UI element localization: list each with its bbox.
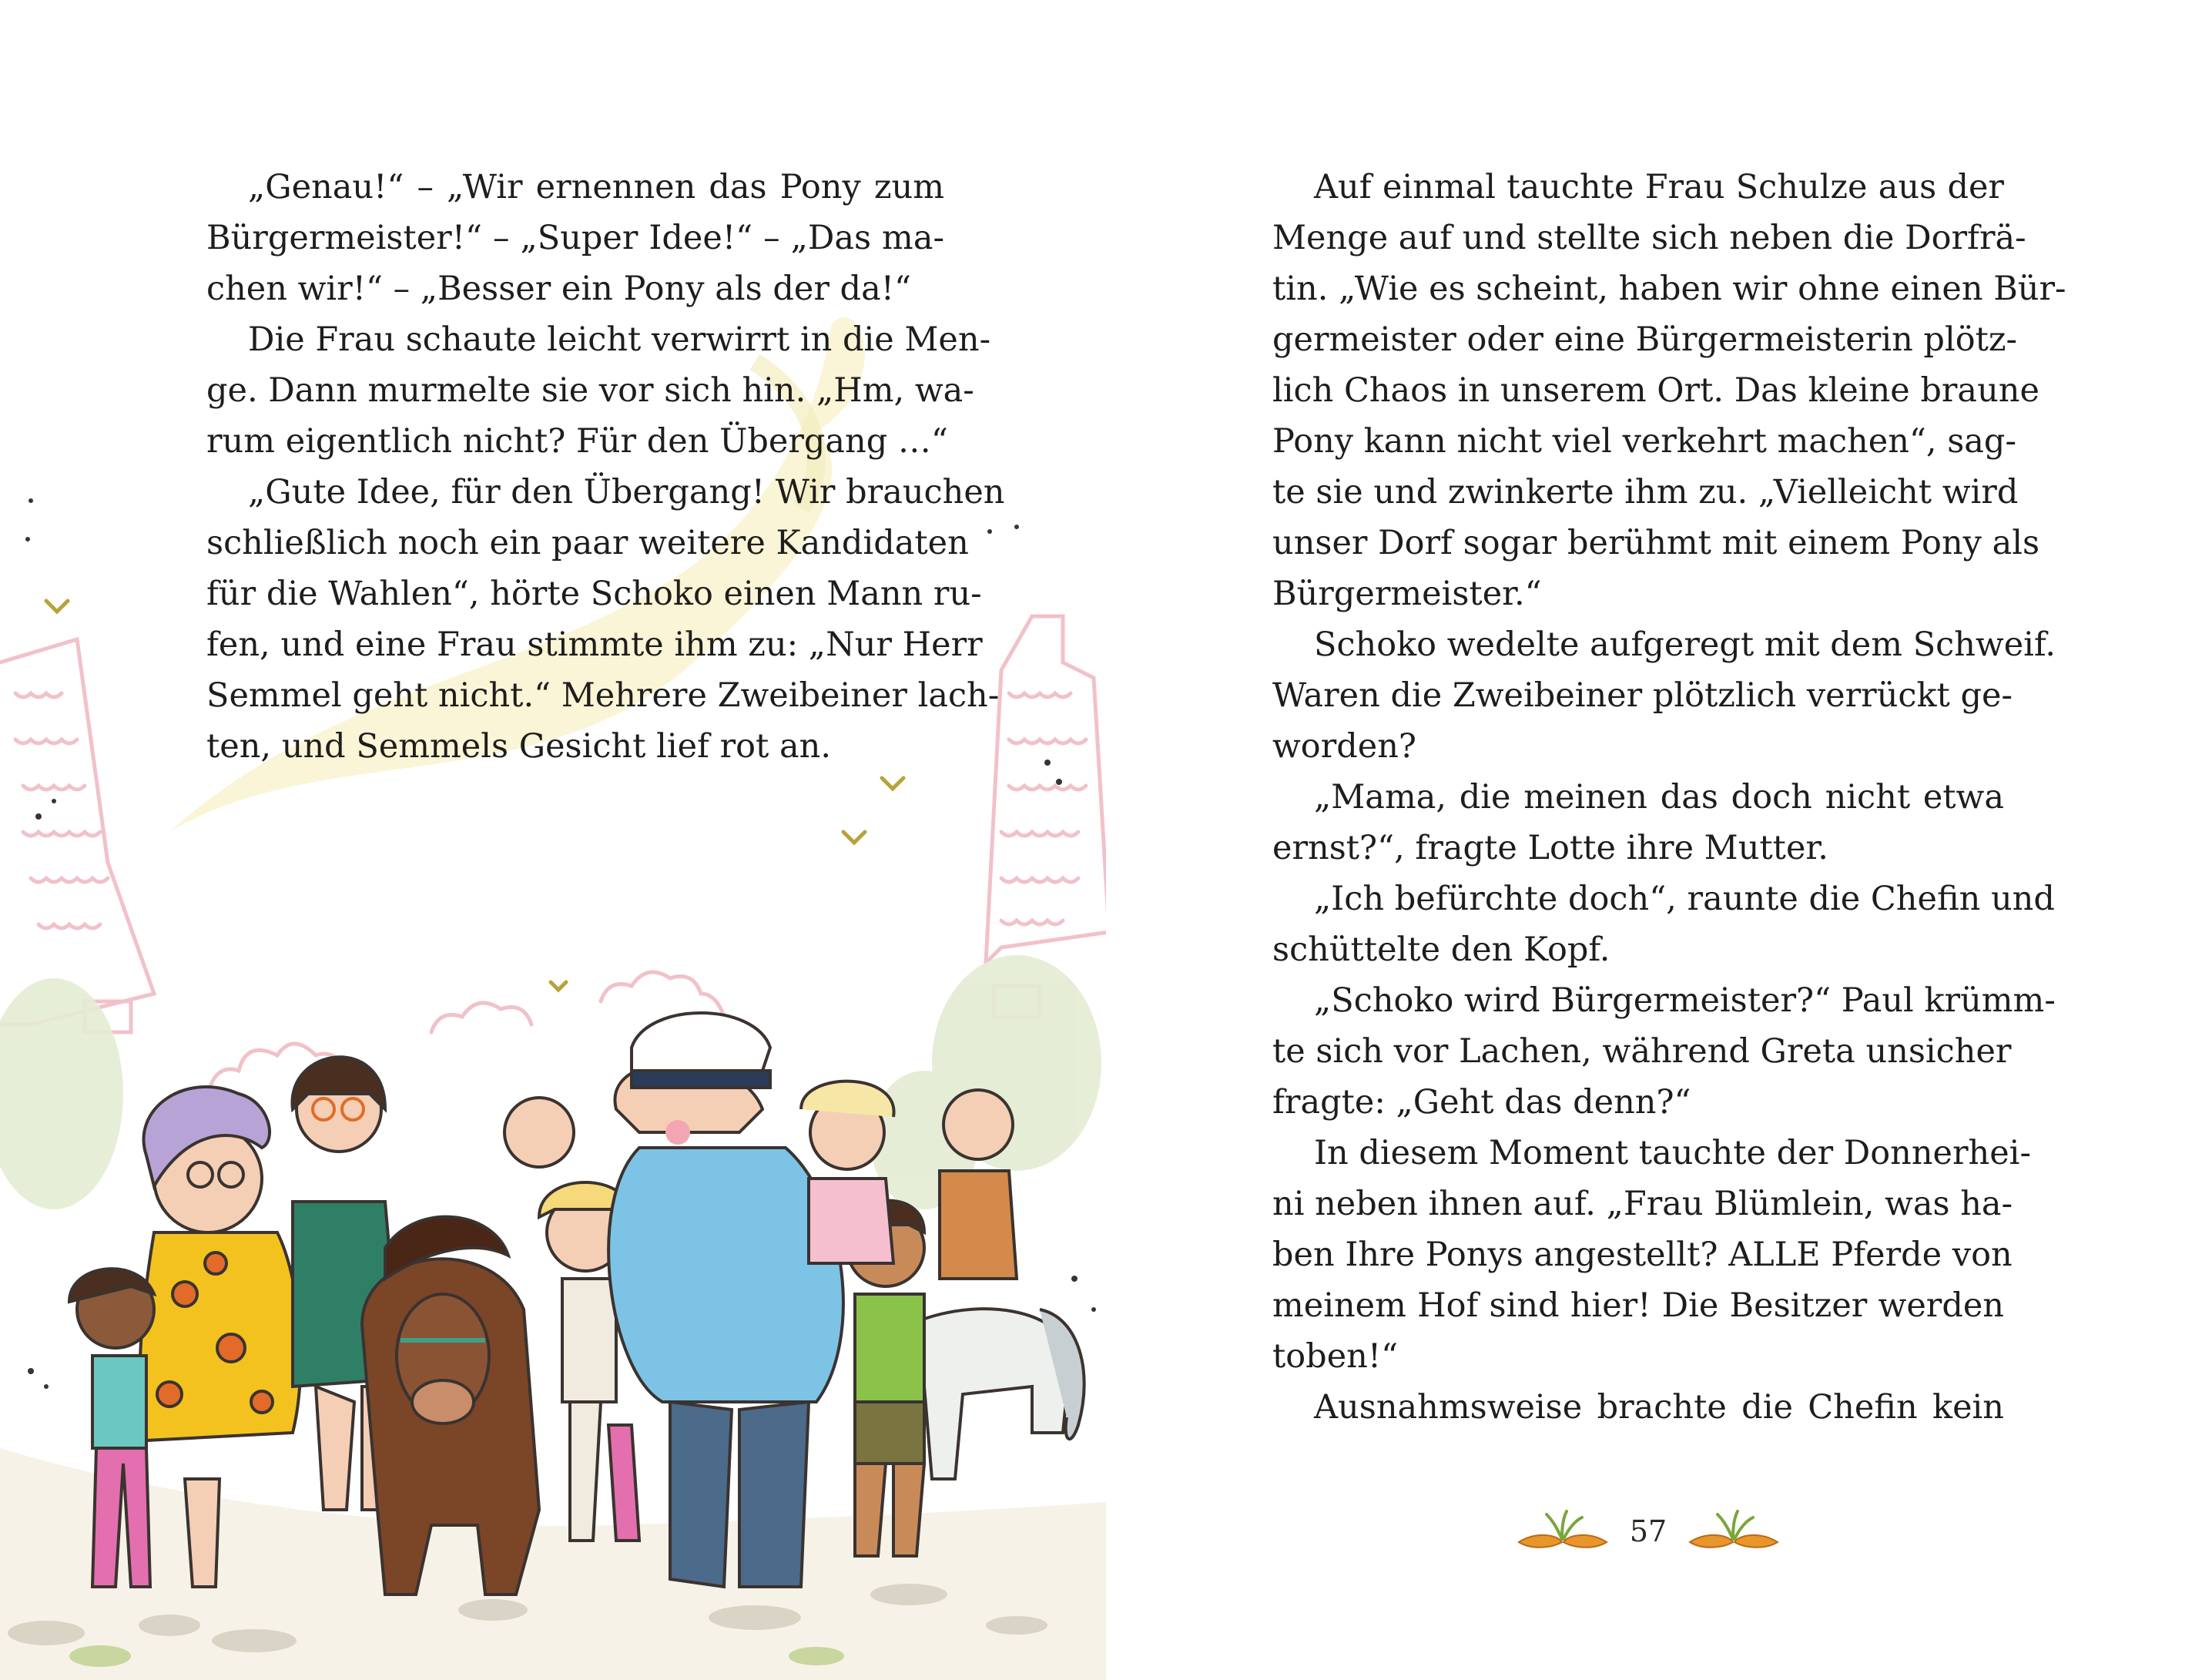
text-line: Semmel geht nicht.“ Mehrere Zweibeiner lach- xyxy=(206,676,1000,715)
text-line: schüttelte den Kopf. xyxy=(1272,931,1610,969)
text-line: tin. „Wie es scheint, haben wir ohne einen Bür- xyxy=(1272,270,2066,308)
left-page-text xyxy=(206,162,1005,772)
text-line: „Ich befürchte doch“, raunte die Chefin und xyxy=(1314,880,2055,918)
text-line: chen wir!“ – „Besser ein Pony als der da!“ xyxy=(206,270,911,308)
white-pony xyxy=(909,1309,1084,1479)
text-line: ben Ihre Ponys angestellt? ALLE Pferde von xyxy=(1272,1236,2013,1274)
text-line: ge. Dann murmelte sie vor sich hin. „Hm, wa- xyxy=(206,371,974,410)
ground xyxy=(0,1448,1106,1680)
text-line: te sich vor Lachen, während Greta unsicher xyxy=(1272,1032,2012,1071)
text-line: fen, und eine Frau stimmte ihm zu: „Nur Herr xyxy=(206,625,983,664)
carrot-icon xyxy=(1684,1508,1784,1554)
text-line: rum eigentlich nicht? Für den Übergang …“ xyxy=(206,422,948,461)
text-line: „Mama, die meinen das doch nicht etwa xyxy=(1314,778,2004,817)
text-line: Waren die Zweibeiner plötzlich verrückt ge- xyxy=(1272,676,2013,715)
text-line: ni neben ihnen auf. „Frau Blümlein, was ha- xyxy=(1272,1185,2013,1223)
right-page-text xyxy=(1272,162,2066,1433)
text-line: Bürgermeister.“ xyxy=(1272,575,1542,613)
text-line: meinem Hof sind hier! Die Besitzer werden xyxy=(1272,1286,2004,1325)
text-line: „Schoko wird Bürgermeister?“ Paul krümm- xyxy=(1314,981,2056,1020)
text-line: Ausnahmsweise brachte die Chefin kein xyxy=(1314,1388,2004,1427)
text-line: „Gute Idee, für den Übergang! Wir brauchen xyxy=(248,473,1005,511)
text-line: für die Wahlen“, hörte Schoko einen Mann ru- xyxy=(206,575,982,613)
page-number: 57 xyxy=(1629,1514,1667,1548)
text-line: Die Frau schaute leicht verwirrt in die Men- xyxy=(248,320,991,359)
text-line: Schoko wedelte aufgeregt mit dem Schweif. xyxy=(1314,625,2056,664)
text-line: Bürgermeister!“ – „Super Idee!“ – „Das ma- xyxy=(206,219,944,257)
text-line: Auf einmal tauchte Frau Schulze aus der xyxy=(1314,168,2004,206)
text-line: Menge auf und stellte sich neben die Dorfrä- xyxy=(1272,219,2026,257)
text-line: Pony kann nicht viel verkehrt machen“, sag- xyxy=(1272,422,2016,461)
text-line: te sie und zwinkerte ihm zu. „Vielleicht wird xyxy=(1272,473,2019,511)
text-line: ernst?“, fragte Lotte ihre Mutter. xyxy=(1272,829,1828,867)
text-line: schließlich noch ein paar weitere Kandidaten xyxy=(206,524,969,562)
text-line: unser Dorf sogar berühmt mit einem Pony als xyxy=(1272,524,2040,562)
text-line: lich Chaos in unserem Ort. Das kleine braune xyxy=(1272,371,2039,410)
text-line: worden? xyxy=(1272,727,1416,766)
page-footer xyxy=(1494,1501,1802,1562)
text-line: ten, und Semmels Gesicht lief rot an. xyxy=(206,727,831,766)
text-line: „Genau!“ – „Wir ernennen das Pony zum xyxy=(248,168,944,206)
carrot-icon xyxy=(1513,1508,1613,1554)
text-line: In diesem Moment tauchte der Donnerhei- xyxy=(1314,1134,2031,1172)
text-line: toben!“ xyxy=(1272,1337,1399,1376)
text-line: germeister oder eine Bürgermeisterin plötz- xyxy=(1272,320,2018,359)
text-line: fragte: „Geht das denn?“ xyxy=(1272,1083,1691,1122)
